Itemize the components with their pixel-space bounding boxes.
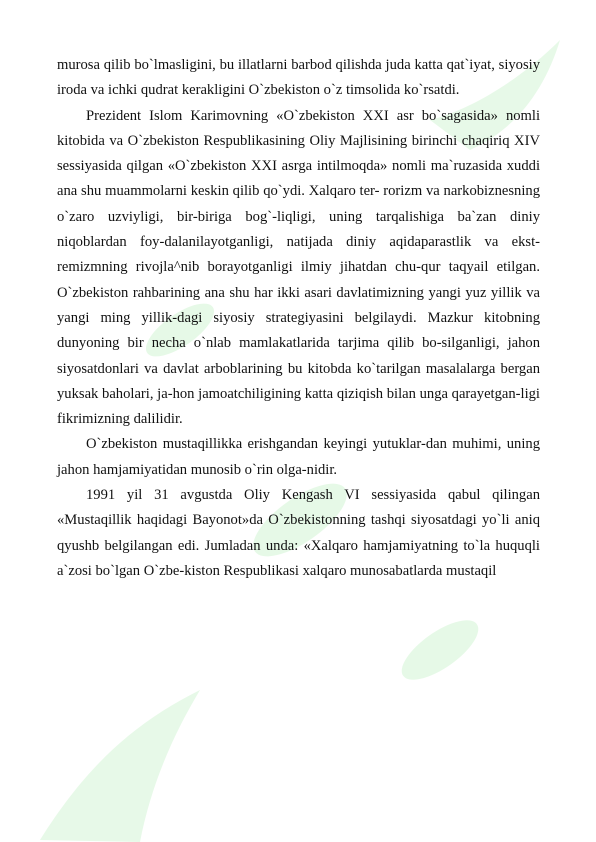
paragraph-3: O`zbekiston mustaqillikka erishgandan keyingi yutuklar-dan muhimi, uning jahon hamjamiyatidan munosib o`rin olga-nidir.	[57, 436, 540, 478]
paragraph-2: Prezident Islom Karimovning «O`zbekiston XXI asr bo`sagasida» nomli kitobida va O`zbekiston Respublikasining Oliy Majlisining birinchi chaqiriq XIV sessiyasida qilgan «O`zbekiston XXI asrga intilmoqda» nomli ma`ruzasida xuddi ana shu muammolarni keskin qilib qo`ydi. Xalqaro ter- rorizm va narkobiznesning o`zaro uzviyligi, bir-biriga bog`-liqligi, uning tarqalishiga ba`zan diniy niqoblardan foy-dalanilayotganligi, natijada diniy aqidaparastlik va ekst-remizmning rivojla^nib borayotganligi ilmiy jihatdan chu-qur taqyail etilgan. O`zbekiston rahbarining ana shu har ikki asari davlatimizning yangi yuz yillik va yangi ming yillik-dagi siyosiy strategiyasini belgilaydi. Mazkur kitobning dunyoning bir necha o`nlab mamlakatlarida tarjima qilib bo-silganligi, jahon siyosatdonlari va davlat arboblarining bu kitobda ko`tarilgan masalalarga bergan yuksak baholari, ja-hon jamoatchiligining katta qiziqish bilan unga qarayetgan-ligi fikrimizning dalilidir.	[57, 107, 540, 428]
paragraph-1: murosa qilib bo`lmasligini, bu illatlarni barbod qilishda juda katta qat`iyat, siyosiy iroda va ichki qudrat kerakligini O`zbekiston o`z timsolida ko`rsatdi.	[57, 57, 540, 99]
paragraph-4: 1991 yil 31 avgustda Oliy Kengash VI sessiyasida qabul qilingan «Mustaqillik haqidagi Bayonot»da O`zbekistonning tashqi siyosatdagi yo`li aniq qyushb belgilangan edi. Jumladan unda: «Xalqaro hamjamiyatning to`la huquqli a`zosi bo`lgan O`zbe-kiston Respublikasi xalqaro munosabatlarda mustaqil	[57, 487, 540, 579]
document-body	[57, 53, 540, 584]
